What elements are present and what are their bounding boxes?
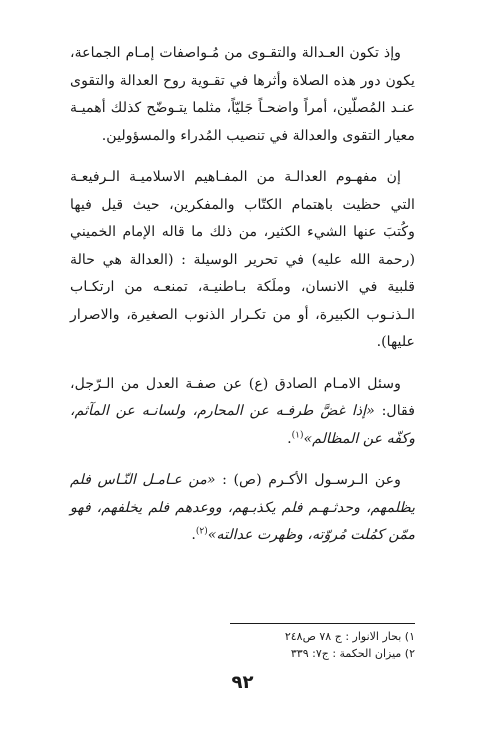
paragraph-4-text-before: وعن الـرسـول الأكـرم (ص) : bbox=[215, 472, 401, 488]
paragraph-4-quote: «من عـامـل النّـاس فلم يظلمهم، وحدثـهـم فلم يكذبـهم، ووعدهم فلم يخلفهم، فهو ممّن كمُلت مُروّته، وظهرت عدالته» bbox=[70, 472, 415, 543]
page-number: ٩٢ bbox=[231, 672, 254, 693]
footnote-divider bbox=[230, 623, 415, 624]
footnote-mark-2: (٢) bbox=[195, 526, 208, 537]
footnotes bbox=[70, 628, 415, 662]
footnote-mark-1: (١) bbox=[291, 429, 304, 440]
paragraph-4 bbox=[70, 467, 415, 550]
paragraph-1-text: وإذ تكون العـدالة والتقـوى من مُـواصفات إمـام الجماعة، يكون دور هذه الصلاة وأثرها في تقـوية روح العدالة والتقوى عنـد المُصلّين، أمراً واضحـاً جَليّاً، مثلما يتـوضّح كذلك أهميـة معيار التقوى والعدالة في تنصيب المُدراء والمسؤولين. bbox=[70, 45, 415, 144]
paragraph-1 bbox=[70, 40, 415, 150]
paragraph-3 bbox=[70, 371, 415, 454]
footnote-2: ٢) ميزان الحكمة : ج٧: ٣٣٩ bbox=[290, 647, 415, 660]
paragraph-2-text: إن مفهـوم العدالـة من المفـاهيم الاسلاميـة الـرفيعـة التي حظيت باهتمام الكتّاب والمفكرين، حيث قيل فيها وكُتبَ عنها الشيء الكثير، من ذلك ما قاله الإمام الخميني (رحمة الله عليه) في تحرير الوسيلة : (العدالة هي حالة قلبية في الانسان، وملَكة بـاطنيـة، تمنعـه من ارتكـاب الـذنـوب الكبيرة، أو من تكـرار الذنوب الصغيرة، والاصرار عليها). bbox=[70, 169, 415, 350]
book-page bbox=[70, 40, 415, 720]
paragraph-4-text-after: . bbox=[191, 527, 196, 543]
paragraph-3-text-before: وسئل الامـام الصادق (ع) عن صفـة العدل من الـرّجل، فقال: bbox=[70, 375, 415, 419]
paragraph-3-quote: «إذا غضَّ طرفـه عن المحارم، ولسانـه عن المآثم، وكفّه عن المظالم» bbox=[70, 403, 415, 447]
paragraph-3-text-after: . bbox=[287, 430, 292, 447]
footnote-1: ١) بحار الانوار : ج ٧٨ ص٢٤٨ bbox=[284, 630, 415, 643]
paragraph-2 bbox=[70, 164, 415, 357]
